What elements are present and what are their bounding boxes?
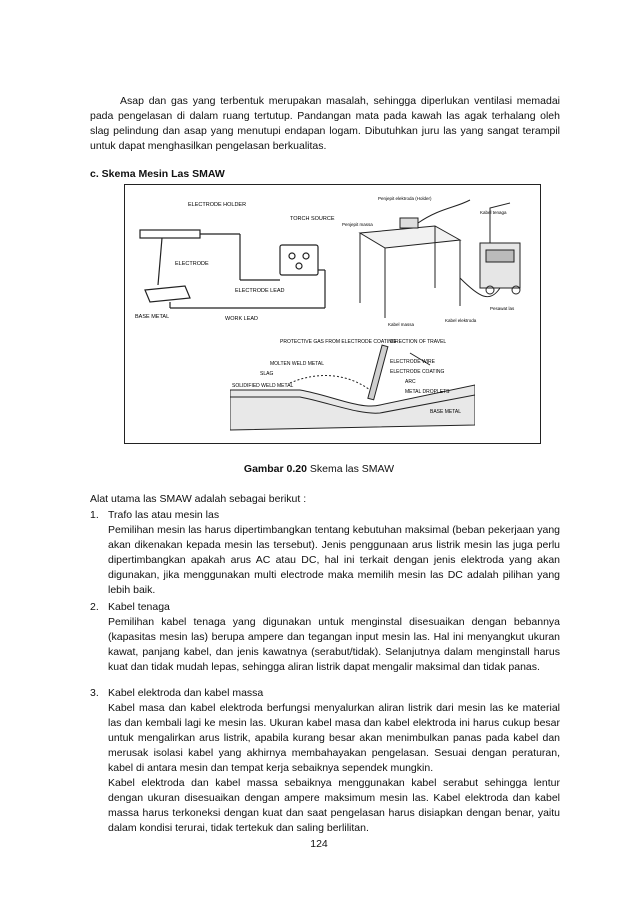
item-body: [108, 523, 560, 598]
label-pesawat-las: Pesawat las: [490, 306, 515, 311]
item-body: [108, 615, 560, 675]
label-work-lead: WORK LEAD: [225, 316, 259, 322]
label-electrode-coating: ELECTRODE COATING: [390, 369, 445, 375]
diagram-equipment: [340, 188, 535, 328]
page-number: 124: [310, 838, 328, 850]
label-base-metal: BASE METAL: [135, 314, 170, 320]
diagram-circuit: [130, 190, 340, 330]
label-base-metal-section: BASE METAL: [430, 409, 462, 415]
diagram-weld-section: [230, 335, 475, 440]
label-protective-gas: PROTECTIVE GAS FROM ELECTRODE COATING: [280, 339, 396, 345]
label-arc: ARC: [405, 379, 416, 385]
label-penjepit-massa: Penjepit massa: [342, 222, 373, 227]
figure-caption: [0, 463, 638, 475]
item-paragraph: Kabel elektroda dan kabel massa sebaiknya menggunakan kabel serabut sehingga lentur dengan ukuran disesuaikan dengan ampere maksimum mesin las. Kabel elektroda dan kabel massa harus terkoneksi dengan kuat dan saat pengelasan harus disiapkan dengan benar, yaitu dalam kondisi terurai, tidak tertekuk dan saling berlilitan.: [108, 777, 560, 834]
label-electrode-lead: ELECTRODE LEAD: [235, 288, 285, 294]
label-direction-of-travel: DIRECTION OF TRAVEL: [390, 339, 447, 345]
item-number: 3.: [90, 687, 99, 699]
label-solidified-weld-metal: SOLIDIFIED WELD METAL: [232, 383, 294, 389]
item-title: Trafo las atau mesin las: [108, 509, 220, 521]
list-intro: Alat utama las SMAW adalah sebagai berikut :: [90, 493, 307, 505]
label-kabel-massa: Kabel massa: [388, 322, 415, 327]
label-electrode-holder: ELECTRODE HOLDER: [188, 202, 247, 208]
caption-text: Skema las SMAW: [306, 463, 395, 475]
caption-label: Gambar 0.20: [243, 463, 307, 475]
item-title: Kabel tenaga: [108, 601, 170, 613]
label-torch-source: TORCH SOURCE: [290, 216, 335, 222]
item-paragraph: Pemilihan mesin las harus dipertimbangkan tentang kebutuhan maksimal (beban pekerjaan yang akan dikenakan kepada mesin las tersebut). Jenis penggunaan arus listrik mesin las juga perlu dipertimbangkan apakah arus AC atau DC, hal ini terkait dengan jenis elektroda yang akan digunakan, jika menggunakan multi electrode maka memilih mesin las DC adalah pilihan yang lebih baik.: [108, 524, 560, 596]
label-kabel-elektroda: Kabel elektroda: [445, 318, 477, 323]
label-molten-weld-metal: MOLTEN WELD METAL: [270, 361, 324, 367]
section-heading: c. Skema Mesin Las SMAW: [90, 168, 225, 180]
item-paragraph: Kabel masa dan kabel elektroda berfungsi menyalurkan aliran listrik dari mesin las ke material las dan kembali lagi ke mesin las. Ukuran kabel masa dan kabel elektroda ini harus cukup besar untuk mengalirkan arus listrik, apabila kurang besar akan menimbulkan panas pada kabel dan merusak isolasi kabel yang akhirnya membahayakan pengelasan. Sesuai dengan peraturan, kabel di antara mesin dan tempat kerja sebaiknya sependek mungkin.: [108, 702, 560, 774]
figure-smaw-schematic: [124, 184, 541, 444]
label-kabel-tenaga: Kabel tenaga: [480, 210, 507, 215]
label-metal-droplets: METAL DROPLETS: [405, 389, 450, 395]
item-title: Kabel elektroda dan kabel massa: [108, 687, 264, 699]
item-number: 1.: [90, 509, 99, 521]
label-penjepit-elektroda: Penjepit elektroda (Holder): [378, 196, 432, 201]
label-slag: SLAG: [260, 371, 274, 377]
item-number: 2.: [90, 601, 99, 613]
item-body: [108, 701, 560, 836]
item-paragraph: Pemilihan kabel tenaga yang digunakan untuk menginstal disesuaikan dengan bebannya (kapasitas mesin las) berupa ampere dan tegangan input mesin las. Hal ini menyangkut ukuran kawat, panjang kabel, dan jenis kawatnya (serabut/tidak). Selanjutnya dalam menginstall harus kuat dan tidak mudah lepas, sehingga aliran listrik dapat mengalir maksimal dan tidak panas.: [108, 616, 560, 673]
intro-paragraph: Asap dan gas yang terbentuk merupakan masalah, sehingga diperlukan ventilasi memadai pada pengelasan di dalam ruang tertutup. Pandangan mata pada kawah las agak terhalang oleh slag pelindung dan asap yang menutupi endapan logam. Dibutuhkan juru las yang sangat terampil untuk dapat menghasilkan pengelasan berkualitas.: [90, 95, 560, 152]
label-electrode-wire: ELECTRODE WIRE: [390, 359, 436, 365]
label-electrode: ELECTRODE: [175, 261, 209, 267]
